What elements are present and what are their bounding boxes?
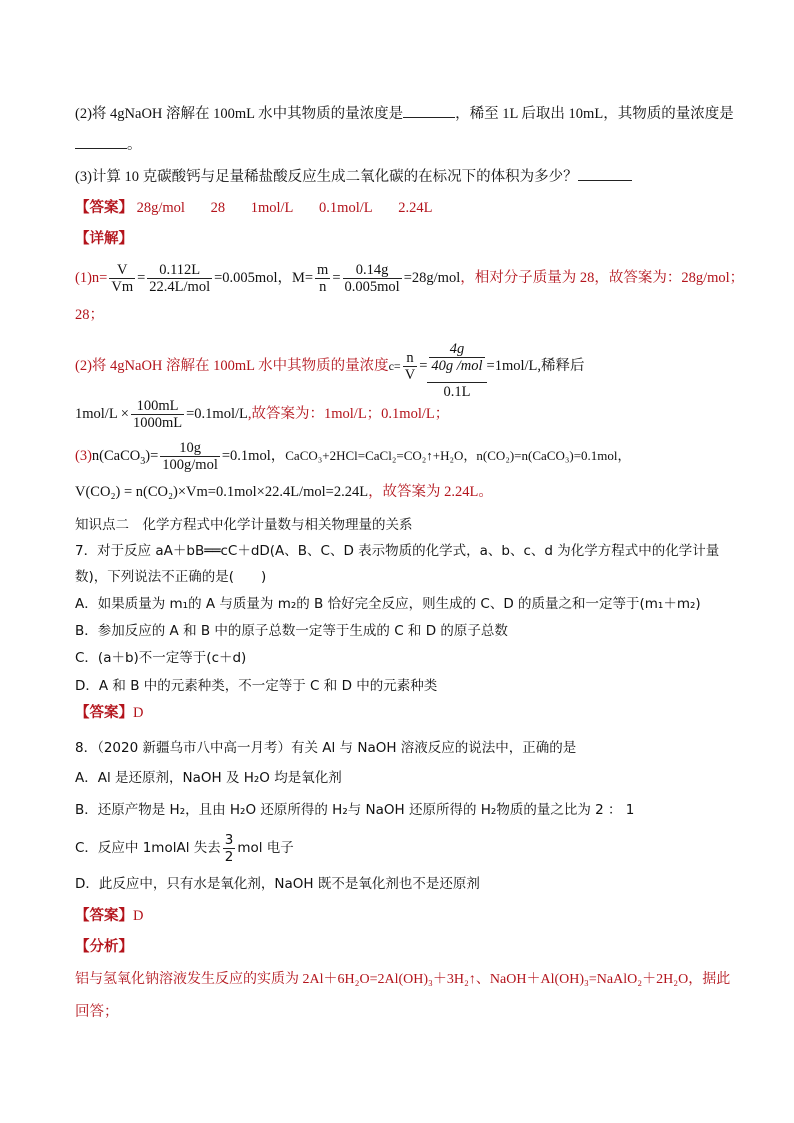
fraction: $\frac{3}{2}$ [224, 831, 234, 865]
analysis-label: 【分析】 [75, 939, 133, 955]
answer-blank [75, 134, 127, 149]
detail-label-line [75, 229, 734, 249]
answer-value: 28 [210, 200, 226, 216]
answer-label: 【答案】 [75, 908, 133, 924]
question-7-option-d: D．A 和 B 中的元素种类，不一定等于 C 和 D 中的元素种类 [75, 678, 438, 694]
answer-label: 【答案】 [75, 705, 133, 721]
detail-3-prefix: (3) [75, 448, 92, 464]
fraction: $\frac{10g}{\text{100g/mol}}$ [162, 440, 218, 474]
question-7-line-1: 7．对于反应 aA＋bB══cC＋dD(A、B、C、D 表示物质的化学式，a、b、c、d 为化学方程式中的化学计量 [75, 543, 720, 559]
detail-label: 【详解】 [75, 231, 133, 247]
detail-1: (1)n= $\frac{V}{Vm}$ = $\frac{0.112L}{\text{22.4L/mol}}$ =0.005mol，M= $\frac{m}{n}$ = $\frac{0.14g}{\text{0.005mol}}$ =28g/mol，相对分子质量为 28，故答案为：28g/mol； [75, 262, 745, 296]
fraction: $\frac{m}{n}$ [317, 262, 329, 296]
detail-1-line-2: 28； [75, 307, 104, 323]
nested-fraction: $\frac{4g}{\text{40g /mol}}$ 0.1L [427, 332, 486, 401]
question-7-option-c: C．(a＋b)不一定等于(c＋d) [75, 650, 247, 666]
question-3 [75, 166, 734, 187]
detail-2-prefix: (2)将 4gNaOH 溶解在 100mL 水中其物质的量浓度 [75, 357, 389, 374]
answer-value: 2.24L [398, 200, 433, 216]
analysis-line-1: 铝与氢氧化钠溶液发生反应的实质为 2Al＋6H₂O=2Al(OH)₃＋3H₂↑、NaOH＋Al(OH)₃=NaAlO₂＋2H₂O，据此 [75, 972, 731, 987]
question-8-answer [75, 906, 734, 926]
answer-value: 28g/mol [136, 200, 185, 216]
detail-2-line-2: 1mol/L × $\frac{100mL}{1000mL}$ =0.1mol/L,故答案为：1mol/L；0.1mol/L； [75, 398, 450, 432]
question-7-line-2: 数)，下列说法不正确的是( ) [75, 569, 267, 585]
question-3-text: (3)计算 10 克碳酸钙与足量稀盐酸反应生成二氧化碳的在标况下的体积为多少？ [75, 169, 578, 185]
answer-value: D [133, 908, 144, 924]
fraction: $\frac{0.14g}{\text{0.005mol}}$ [344, 262, 400, 296]
reaction-equation: CaCO₃+2HCl=CaCl₂=CO₂↑+H₂O，n(CO₂)=n(CaCO₃)=0.1mol， [285, 448, 631, 463]
question-8-option-b: B．还原产物是 H₂，且由 H₂O 还原所得的 H₂与 NaOH 还原所得的 H₂物质的量之比为 2 ： 1 [75, 802, 635, 818]
question-7-answer [75, 703, 734, 723]
detail-3-line-2: V(CO₂) = n(CO₂)×Vm=0.1mol×22.4L/mol=2.24L，故答案为 2.24L。 [75, 484, 493, 500]
question-8-line-1: 8．（2020 新疆乌市八中高一月考）有关 Al 与 NaOH 溶液反应的说法中，正确的是 [75, 740, 577, 756]
question-2-line-1 [75, 103, 734, 124]
fraction: $\frac{V}{Vm}$ [111, 262, 134, 296]
analysis-label-line [75, 937, 734, 957]
detail-2: (2)将 4gNaOH 溶解在 100mL 水中其物质的量浓度c= $\frac{n}{V}$ = $\frac{4g}{\text{40g /mol}}$ 0.1L =1mol/L,稀释后 [75, 332, 734, 388]
question-2-text-b: ，稀至 1L 后取出 10mL，其物质的量浓度是 [455, 106, 734, 122]
fraction: $\frac{0.112L}{\text{22.4L/mol}}$ [149, 262, 211, 296]
question-7-option-a: A．如果质量为 m₁的 A 与质量为 m₂的 B 恰好完全反应，则生成的 C、D 的质量之和一定等于(m₁＋m₂) [75, 596, 701, 612]
question-8-option-d: D．此反应中，只有水是氧化剂，NaOH 既不是氧化剂也不是还原剂 [75, 876, 480, 892]
detail-2-tail: ,故答案为：1mol/L；0.1mol/L； [247, 406, 450, 422]
section-title: 知识点二 化学方程式中化学计量数与相关物理量的关系 [75, 517, 413, 533]
answer-blank [403, 103, 455, 118]
detail-1-prefix: (1)n= [75, 270, 108, 286]
fraction: $\frac{100mL}{1000mL}$ [132, 398, 183, 432]
answer-value: 1mol/L [250, 200, 294, 216]
answer-label: 【答案】 [75, 200, 133, 216]
question-7-option-b: B．参加反应的 A 和 B 中的原子总数一定等于生成的 C 和 D 的原子总数 [75, 623, 508, 639]
answer-line [75, 198, 734, 218]
detail-3: (3)n(CaCO$_3$)= $\frac{10g}{\text{100g/mol}}$ =0.1mol，CaCO₃+2HCl=CaCl₂=CO₂↑+H₂O，n(CO₂)=n(CaCO₃)=0.1mol， [75, 440, 631, 474]
question-2-end: 。 [127, 137, 142, 153]
answer-value: D [133, 705, 144, 721]
answer-blank [578, 166, 632, 181]
analysis-line-2: 回答； [75, 1004, 119, 1020]
question-2-text: (2)将 4gNaOH 溶解在 100mL 水中其物质的量浓度是 [75, 106, 404, 122]
question-8-option-c: C．反应中 1molAl 失去 $\frac{3}{2}$ mol 电子 [75, 831, 294, 865]
question-8-option-a: A．Al 是还原剂，NaOH 及 H₂O 均是氧化剂 [75, 770, 342, 786]
detail-1-tail: ，相对分子质量为 28，故答案为：28g/mol； [460, 270, 745, 286]
fraction: $\frac{n}{V}$ [404, 350, 416, 383]
answer-value: 0.1mol/L [319, 200, 373, 216]
detail-3-tail: ，故答案为 2.24L。 [368, 484, 493, 500]
question-2-line-2 [75, 134, 734, 155]
